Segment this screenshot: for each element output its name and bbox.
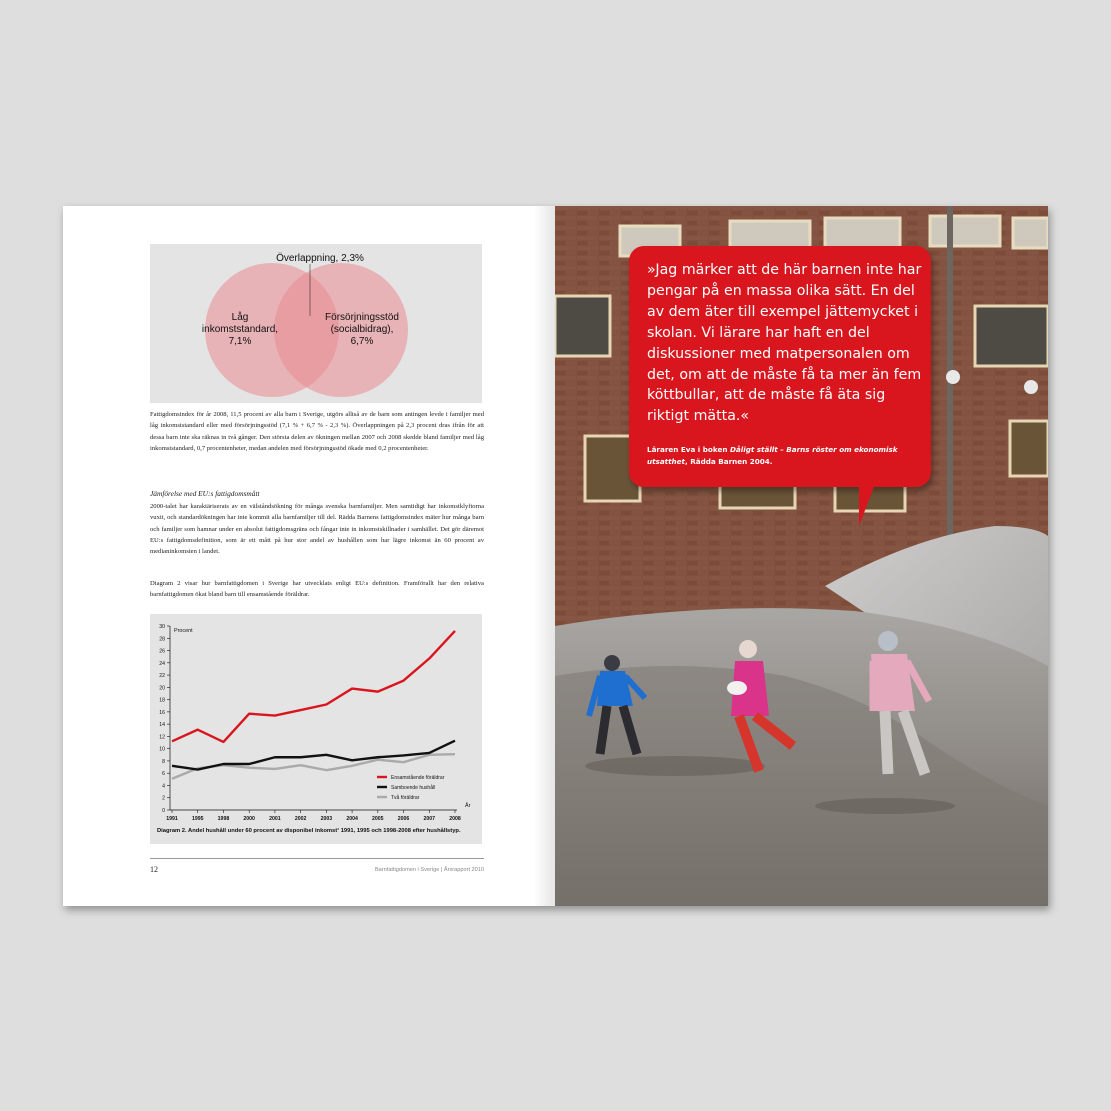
series-line [172,631,455,742]
x-tick-label: 2008 [449,816,461,822]
section-heading: Jämförelse med EU:s fattigdomsmått [150,489,260,498]
quote-text: »Jag märker att de här barnen inte har pengar på en massa olika sätt. En del av dem äter till exempel jättemycket i skolan. Vi lärare har haft en del diskussioner med matpersonalen om det, om att de måste få ta mer än fem köttbullar, att de måste få äta sig riktigt mätta.« [647,262,922,425]
y-tick-label: 10 [159,746,165,753]
low-income-label-line: Låg [231,312,249,323]
quote-source [647,444,929,467]
x-tick-label: 1995 [191,816,204,822]
y-tick-label: 30 [159,624,165,630]
y-tick-label: 6 [162,771,165,778]
welfare-label-line: (socialbidrag), [330,324,394,335]
body-paragraph-3: Diagram 2 visar hur barnfattigdomen i Sverige har utvecklats enligt EU:s definition. Framförallt har den relativa barnfattigdomen ökat bland barn till ensamstående föräldrar. [150,580,484,599]
quote-source-prefix: Läraren Eva i boken [647,445,730,454]
x-tick-label: 2002 [294,816,307,822]
line-chart-svg [150,614,482,844]
overlap-label: Överlappning, 2,3% [276,253,364,264]
quote-source-suffix: , Rädda Barnen 2004. [684,456,773,466]
y-tick-label: 18 [159,697,165,704]
x-tick-label: 2001 [269,816,281,822]
x-axis-title: År [465,803,471,809]
x-tick-label: 2004 [346,816,358,822]
x-tick-label: 2005 [372,816,384,822]
welfare-label [302,312,422,348]
y-tick-label: 24 [159,660,165,667]
welfare-label-value: 6,7% [350,336,374,347]
x-tick-label: 2006 [397,816,410,822]
body-paragraph-2: 2000-talet har karaktäriserats av en välståndsökning för många svenska barnfamiljer. Men samtidigt har inkomstklyftorna vuxit, och standardökningen har inte kommit alla barnfamiljer till del. Rädda Barnens fattigdomsindex mäter hur många barn och familjer som hamnar under en absolut fattigdomsgräns och fångar inte in inkomstskillnader i samhället. Det gör däremot EU:s fattigdomsdefinition, som är ett mått på hur stor andel av hushållen som har lägre inkomst än 60 procent av medianinkomsten i landet. [150,503,484,556]
footer-title: Barnfattigdomen i Sverige | Årsrapport 2010 [374,867,484,873]
series-line [172,741,455,770]
low-income-label [190,312,290,348]
x-tick-label: 2003 [320,816,333,822]
y-tick-label: 0 [162,808,165,814]
y-tick-label: 22 [159,673,165,680]
x-tick-label: 2000 [243,816,255,822]
y-tick-label: 28 [159,636,165,643]
x-tick-label: 1998 [217,816,230,822]
quote-bubble [629,246,931,487]
y-tick-label: 16 [159,709,165,716]
legend-label: Två föräldrar [391,795,420,801]
y-tick-label: 2 [162,795,165,802]
chart-caption: Diagram 2. Andel hushåll under 60 procent av disponibel inkomst¹ 1991, 1995 och 1998-2008 efter hushållstyp. [157,828,461,834]
page-number: 12 [150,865,158,874]
quote-source-title: Dåligt ställt – Barns röster om ekonomisk utsatthet [647,445,898,466]
x-tick-label: 2007 [423,816,436,822]
line-chart [150,614,482,844]
y-tick-label: 4 [162,783,165,790]
legend-label: Ensamstående föräldrar [391,775,445,781]
y-axis-title: Procent [174,628,193,634]
low-income-label-line: inkomststandard, [201,324,279,335]
body-paragraph-1: Fattigdomsindex för år 2008, 11,5 procent av alla barn i Sverige, utgörs alltså av de barn som antingen levde i familjer med låg inkomststandard eller med försörjningsstöd (7,1 % + 6,7 % - 2,3 %). Överlappningen på 2,3 procent dras ifrån för att dessa barn inte ska räknas in två gånger. Den största delen av ökningen mellan 2007 och 2008 skedde bland familjer med låg inkomststandard, 0,7 procentenheter, medan andelen med försörjningsstöd ökade med 0,2 procentenheter. [150,411,484,452]
y-tick-label: 12 [159,734,165,741]
x-tick-label: 1991 [166,816,178,822]
y-tick-label: 14 [159,722,165,729]
y-tick-label: 20 [159,685,165,692]
brochure-spread [63,206,1048,906]
y-tick-label: 8 [162,758,165,765]
y-tick-label: 26 [159,648,165,655]
venn-diagram [150,244,482,403]
legend-label: Samboende hushåll [391,785,436,791]
footer-divider [150,858,484,859]
welfare-label-line: Försörjningsstöd [325,312,399,323]
right-page [555,206,1048,906]
low-income-label-value: 7,1% [228,336,252,347]
left-page [63,206,555,906]
